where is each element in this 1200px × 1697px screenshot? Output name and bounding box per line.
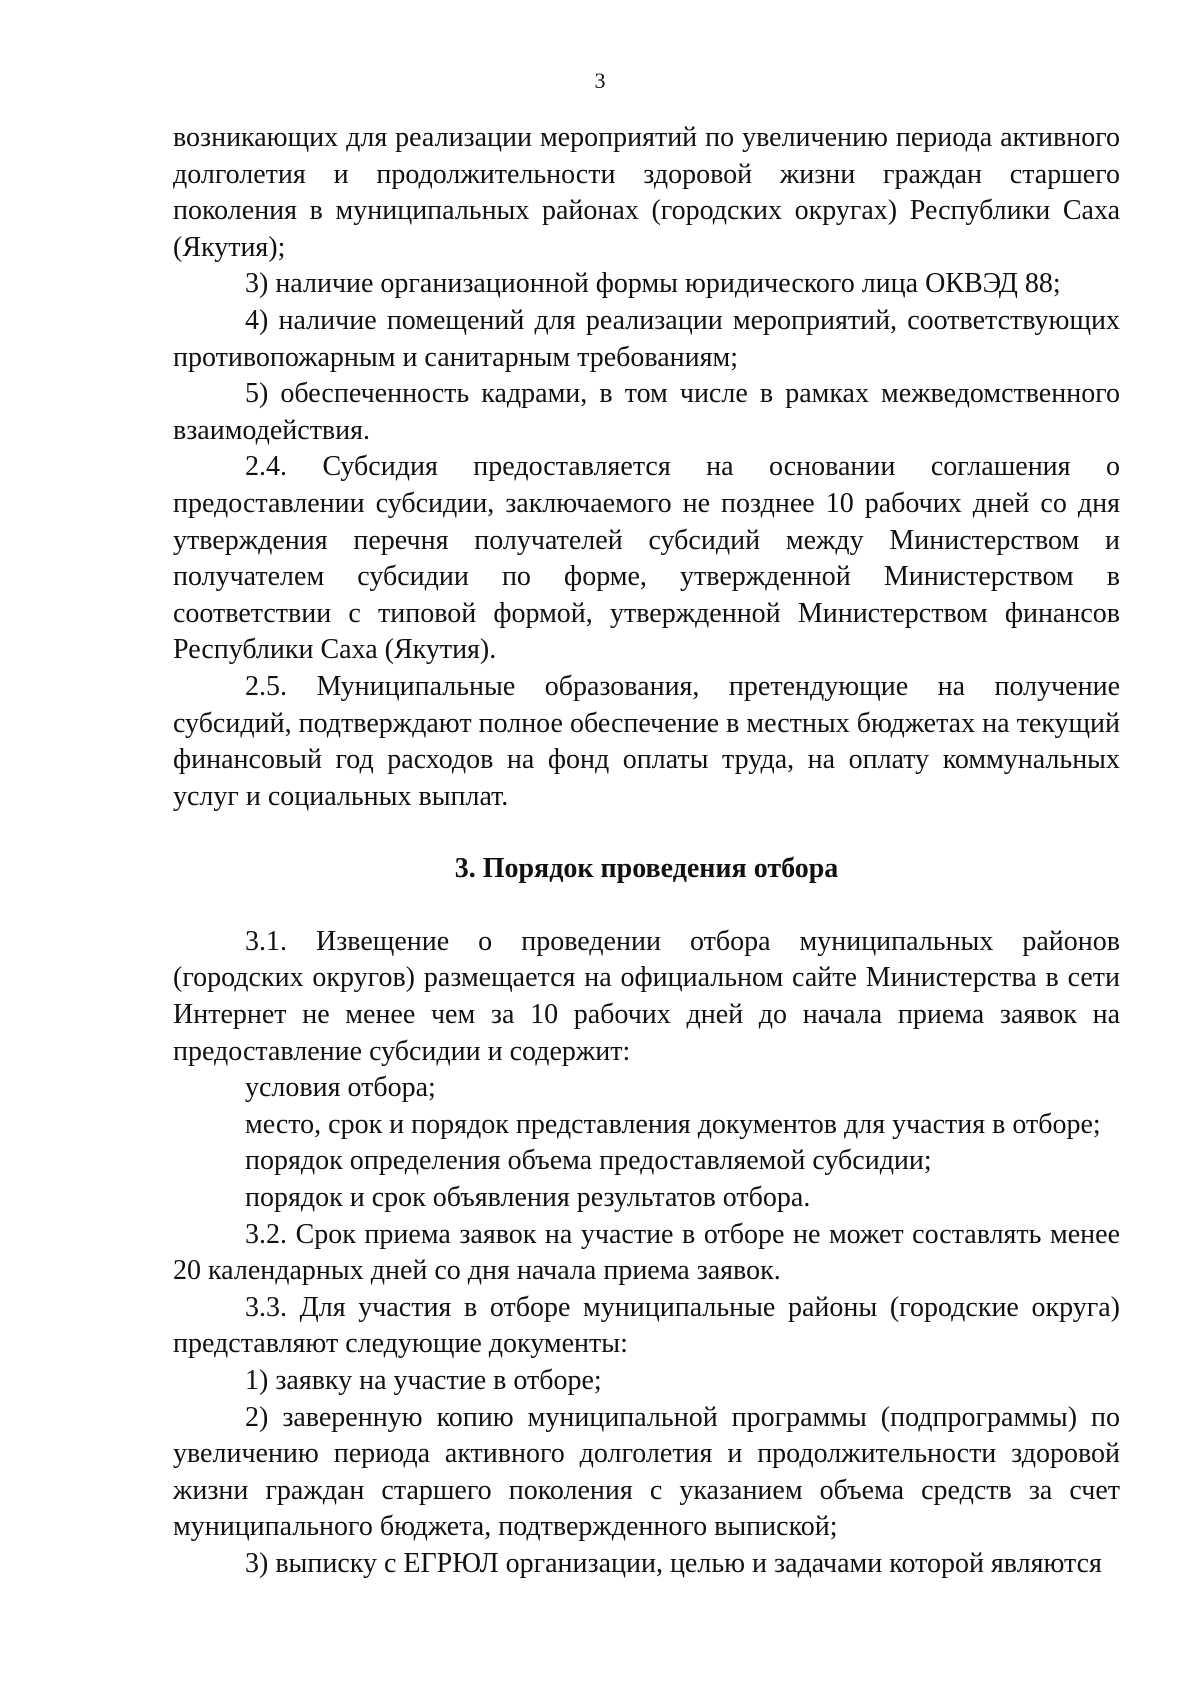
paragraph-3-3: 3.3. Для участия в отборе муниципальные районы (городские округа) представляют следующие документы: — [173, 1291, 1120, 1360]
document-item-1: 1) заявку на участие в отборе; — [245, 1365, 602, 1396]
paragraph-item-3: 3) наличие организационной формы юридического лица ОКВЭД 88; — [245, 268, 1061, 300]
paragraph-3-2: 3.2. Срок приема заявок на участие в отборе не может составлять менее 20 календарных дней со дня начала приема заявок. — [173, 1218, 1120, 1287]
document-body — [173, 120, 1120, 1583]
list-item-selection-conditions: условия отбора; — [245, 1072, 436, 1104]
list-item-subsidy-volume: порядок определения объема предоставляемой субсидии; — [245, 1145, 932, 1177]
paragraph-2-4: 2.4. Субсидия предоставляется на основании соглашения о предоставлении субсидии, заключаемого не позднее 10 рабочих дней со дня утверждения перечня получателей субсидий между Министерством и получателем субсидии по форме, утвержденной Министерством в соответствии с типовой формой, утвержденной Министерством финансов Республики Саха (Якутия). — [173, 451, 1120, 666]
document-item-3: 3) выписку с ЕГРЮЛ организации, целью и задачами которой являются — [245, 1547, 1102, 1579]
list-item-place-and-deadline: место, срок и порядок представления документов для участия в отборе; — [245, 1108, 1101, 1140]
list-item-results-announcement: порядок и срок объявления результатов отбора. — [245, 1182, 811, 1214]
paragraph-3-1: 3.1. Извещение о проведении отбора муниципальных районов (городских округов) размещается на официальном сайте Министерства в сети Интернет не менее чем за 10 рабочих дней до начала приема заявок на предоставление субсидии и содержит: — [173, 925, 1120, 1067]
paragraph-2-5: 2.5. Муниципальные образования, претендующие на получение субсидий, подтверждают полное обеспечение в местных бюджетах на текущий финансовый год расходов на фонд оплаты труда, на оплату коммунальных услуг и социальных выплат. — [173, 670, 1120, 812]
paragraph-continuation: возникающих для реализации мероприятий по увеличению периода активного долголетия и продолжительности здоровой жизни граждан старшего поколения в муниципальных районах (городских округах) Республики Саха (Якутия); — [173, 122, 1120, 263]
page-number: 3 — [594, 68, 606, 93]
paragraph-item-5: 5) обеспеченность кадрами, в том числе в рамках межведомственного взаимодействия. — [173, 378, 1120, 446]
paragraph-item-4: 4) наличие помещений для реализации мероприятий, соответствующих противопожарным и санитарным требованиям; — [173, 304, 1120, 373]
document-item-2: 2) заверенную копию муниципальной программы (подпрограммы) по увеличению периода активного долголетия и продолжительности здоровой жизни граждан старшего поколения с указанием объема средств за счет муниципального бюджета, подтвержденного выпиской; — [173, 1401, 1120, 1543]
section-heading: 3. Порядок проведения отбора — [454, 853, 839, 885]
